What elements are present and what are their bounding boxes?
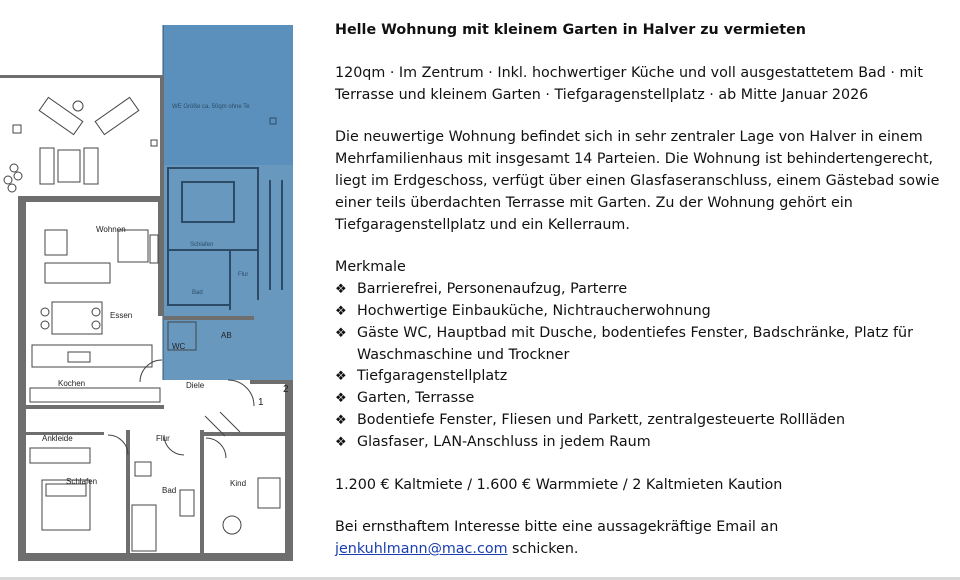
room-label-flur: Flur: [156, 434, 170, 443]
marker-one: 1: [258, 397, 264, 408]
room-label-schlafen: Schlafen: [66, 477, 98, 486]
neighbor-room-flur: Flur: [238, 272, 249, 278]
feature-text: Glasfaser, LAN-Anschluss in jedem Raum: [357, 433, 651, 450]
room-label-essen: Essen: [110, 311, 133, 320]
contact-prefix: Bei ernsthaftem Interesse bitte eine aussagekräftige Email an: [335, 519, 779, 536]
contact-paragraph: [335, 517, 950, 561]
neighbor-room-schlafen: Schlafen: [190, 242, 214, 248]
feature-item: [335, 388, 950, 410]
feature-text: Gäste WC, Hauptbad mit Dusche, bodentiefes Fenster, Badschränke, Platz für Waschmaschine und Trockner: [357, 324, 913, 363]
bullet-icon: ❖: [335, 303, 347, 319]
contact-email-link[interactable]: jenkuhlmann@mac.com: [335, 541, 508, 558]
room-label-diele: Diele: [186, 381, 205, 390]
bullet-icon: ❖: [335, 282, 347, 298]
listing-summary: 120qm · Im Zentrum · Inkl. hochwertiger Küche und voll ausgestattetem Bad · mit Terrasse und kleinem Garten · Tiefgaragenstellplatz · ab Mitte Januar 2026: [335, 64, 924, 103]
feature-text: Tiefgaragenstellplatz: [357, 368, 508, 385]
listing-description: Die neuwertige Wohnung befindet sich in sehr zentraler Lage von Halver in einem Mehrfamilienhaus mit insgesamt 14 Parteien. Die Wohnung ist behindertengerecht, liegt im Erdgeschoss, verfügt über einen Glasfaseranschluss, einem Gästebad sowie einer teils überdachten Terrasse mit Garten. Zu der Wohnung gehört ein Tiefgaragenstellplatz und ein Kellerraum.: [335, 129, 940, 233]
features-heading: Merkmale: [335, 259, 406, 276]
room-label-wc: WC: [172, 342, 186, 351]
contact-suffix: schicken.: [507, 541, 579, 558]
marker-two: 2: [283, 384, 289, 395]
features-list: [335, 279, 950, 453]
room-label-bad: Bad: [162, 486, 177, 495]
garden-size-note: WE Größe ca. 50qm ohne Te: [172, 104, 250, 110]
feature-item: [335, 301, 950, 323]
bullet-icon: ❖: [335, 434, 347, 450]
feature-item: [335, 279, 950, 301]
feature-item: [335, 410, 950, 432]
bullet-icon: ❖: [335, 391, 347, 407]
floor-plan-drawing: [0, 0, 300, 580]
feature-text: Bodentiefe Fenster, Fliesen und Parkett, zentralgesteuerte Rollläden: [357, 411, 846, 428]
room-label-kind: Kind: [230, 479, 247, 488]
bullet-icon: ❖: [335, 412, 347, 428]
feature-text: Hochwertige Einbauküche, Nichtraucherwohnung: [357, 302, 711, 319]
feature-item: [335, 323, 950, 367]
feature-text: Barrierefrei, Personenaufzug, Parterre: [357, 281, 628, 298]
price-line: 1.200 € Kaltmiete / 1.600 € Warmmiete / 2 Kaltmieten Kaution: [335, 476, 783, 493]
listing-text: [335, 20, 950, 561]
room-label-ankleide: Ankleide: [42, 434, 73, 443]
room-label-kochen: Kochen: [58, 379, 86, 388]
floor-plan: [0, 0, 300, 580]
room-label-ab: AB: [221, 331, 232, 340]
bullet-icon: ❖: [335, 369, 347, 385]
listing-title: Helle Wohnung mit kleinem Garten in Halver zu vermieten: [335, 22, 806, 38]
bullet-icon: ❖: [335, 325, 347, 341]
room-label-wohnen: Wohnen: [96, 225, 126, 234]
feature-item: [335, 366, 950, 388]
neighbor-room-bad: Bad: [192, 290, 203, 296]
feature-text: Garten, Terrasse: [357, 390, 475, 407]
feature-item: [335, 432, 950, 454]
